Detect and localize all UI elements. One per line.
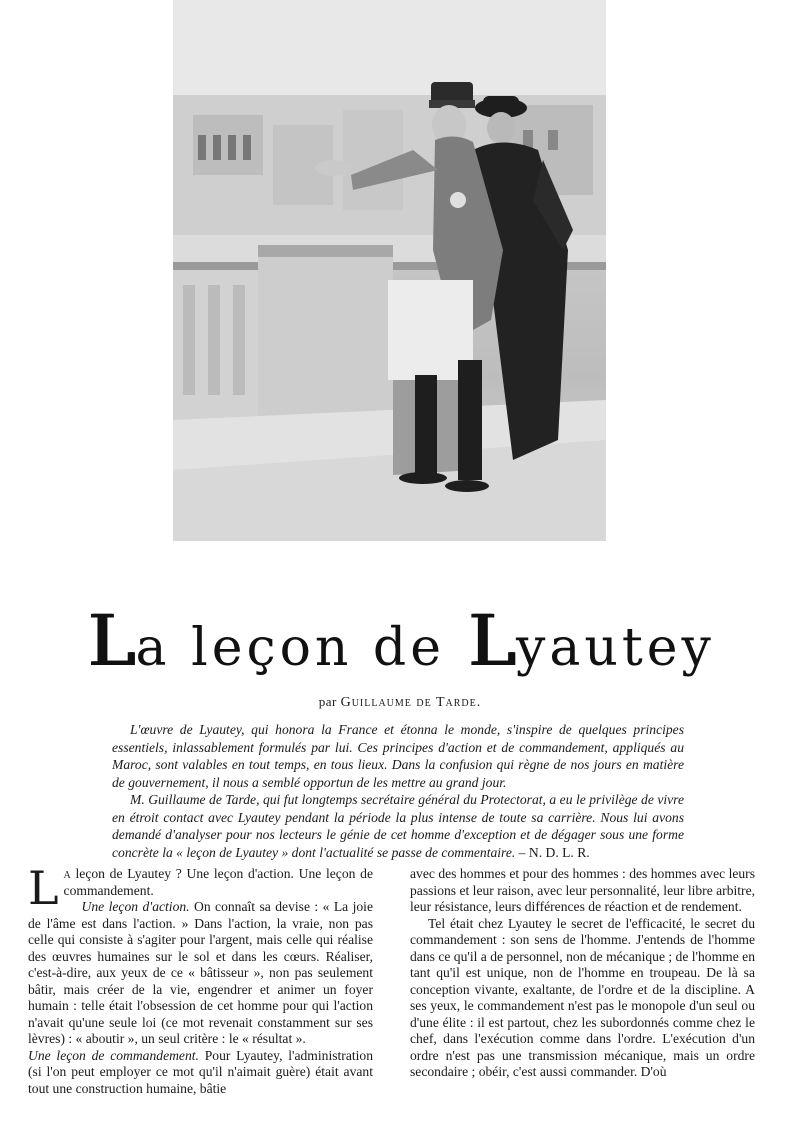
body-paragraph-3-text: Pour Lyautey, l'administration (si l'on peut employer ce mot qu'il n'aimait guère) était avant tout une construction humaine, bâtie [28, 1047, 373, 1096]
body-paragraph-4: avec des hommes et pour des hommes : des hommes avec leurs passions et leur raison, avec leur personnalité, leur libre arbitre, leur résistance, leurs différences de réaction et de rendement. [410, 866, 756, 914]
drop-cap: L [28, 861, 59, 915]
author-name: Guillaume de Tarde. [340, 695, 482, 710]
subhead-action: Une leçon d'action. [81, 899, 190, 914]
ndlr-signature: N. D. L. R. [528, 844, 590, 860]
body-paragraph-2-text: On connaît sa devise : « La joie de l'âme est dans l'action. » Dans l'action, la vraie, non pas celle qui consiste à s'agiter pour l'argent, mais celle qui réalise des œuvres humaines sur le sol et dans les cœurs. Réaliser, c'est-à-dire, aux yeux de ce « bâtisseur », non pas seulement bâtir, mais créer de la vie, engendrer et animer un foyer humain : telle était l'obsession de cet homme pour qui l'action n'avait qu'une seule loi (ce mot revenait constamment sur ses lèvres) : « aboutir », un seul critère : le « résultat ». [28, 899, 373, 1046]
byline-prefix: par [318, 694, 337, 709]
title-initial-1: L [87, 600, 134, 682]
title-text-2: yautey [516, 618, 715, 678]
body-paragraph-1 [28, 861, 373, 915]
body-column-right [410, 866, 755, 1081]
subhead-commandement: Une leçon de commandement. [28, 1047, 199, 1063]
photo-illustration [173, 0, 606, 541]
body-lead: a [63, 866, 71, 881]
body-paragraph-1-text: leçon de Lyautey ? Une leçon d'action. Une leçon de commandement. [63, 866, 373, 898]
body-paragraph-2 [28, 899, 373, 1048]
byline [0, 694, 800, 711]
body-column-left [28, 861, 373, 1097]
body-paragraph-3 [28, 1048, 373, 1098]
intro-paragraph-1: L'œuvre de Lyautey, qui honora la France et étonna le monde, s'inspire de quelques principes essentiels, inlassablement formulés par lui. Ces principes d'action et de commandement, appliqués au Maroc, sont valables en tout temps, en tous lieux. Dans la confusion qui règne de nos jours en matière de gouvernement, il nous a semblé opportun de les mettre au grand jour. [112, 722, 684, 790]
intro-paragraph-2 [112, 791, 684, 861]
body-paragraph-5: Tel était chez Lyautey le secret de l'efficacité, le secret du commandement : son sens de l'homme. J'entends de l'homme dans ce qu'il a de personnel, non de mécanique ; de l'homme en tant qu'il est unique, non de l'homme en troupeau. De là sa conception vivante, exaltante, de l'ordre et de la discipline. A ses yeux, le commandement n'est pas le monopole d'un seul ou d'une élite : il est partout, chez les subordonnés comme chez le chef, dans l'exécution comme dans l'ordre. L'exécution d'un ordre n'est pas une transmission mécanique, mais un ordre secondaire ; obéir, c'est aussi commander. D'où [410, 915, 756, 1079]
title-text-1: a leçon de [135, 618, 466, 678]
article-title [0, 600, 800, 682]
title-initial-2: L [467, 600, 515, 682]
intro-paragraph-2-text: M. Guillaume de Tarde, qui fut longtemps secrétaire général du Protectorat, a eu le privilège de vivre en étroit contact avec Lyautey pendant la période la plus intense de toute sa carrière. Nous lui avons demandé d'analyser pour nos lecteurs le génie de cet homme d'exception et de dégager sous une forme concrète la « leçon de Lyautey » dont l'actualité se passe de commentaire. – [112, 792, 684, 860]
editor-intro [112, 721, 684, 861]
article-photo [173, 0, 606, 541]
